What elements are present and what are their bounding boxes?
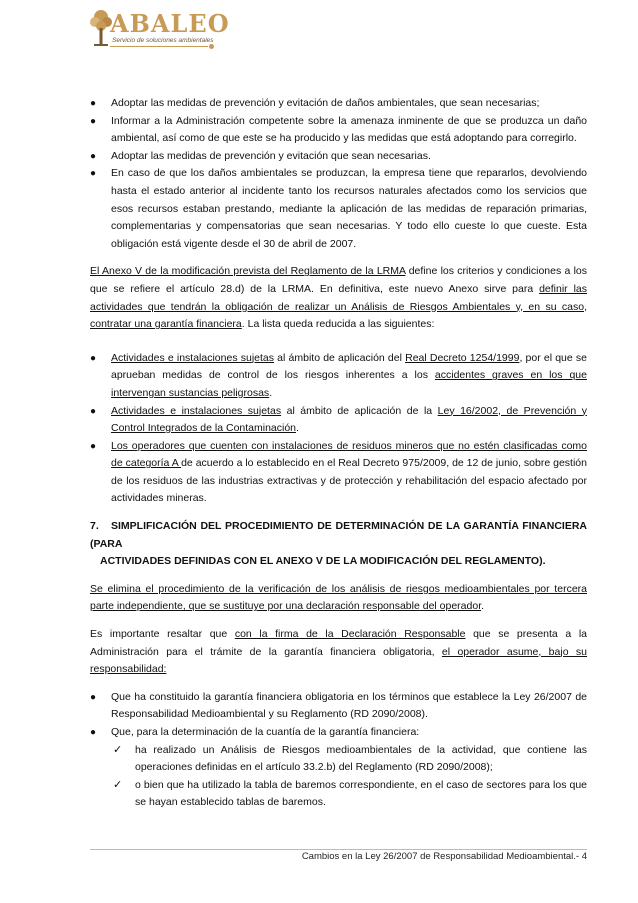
- list-item: ● En caso de que los daños ambientales se produzcan, la empresa tiene que repararlos, devolviendo hasta el estado anterior al incidente tanto los recursos naturales afectados como los servicios que esos recursos estaban prestando, mediante la aplicación de las medidas de reparación primarias, complementarias y compensatorias que sean necesarias. Y todo ello cueste lo que cueste. Esta obligación está vigente desde el 30 de abril de 2007.: [90, 167, 587, 250]
- bullet-icon: ●: [90, 168, 97, 180]
- bullet-icon: ●: [90, 691, 97, 703]
- bullet-icon: ●: [90, 352, 97, 364]
- logo-underline: [110, 46, 208, 47]
- list-item: ● Que, para la determinación de la cuantía de la garantía financiera: ✓ ha realizado un Análisis de Riesgos medioambientales de la actividad, que contiene las operaciones definidas en el artículo 33.2.b) del Reglamento (RD 2090/2008); ✓ o bien que ha utilizado la tabla de baremos correspondiente, en el caso de sectores para los que se hayan establecido tablas de baremos.: [90, 724, 587, 812]
- page-footer: Cambios en la Ley 26/2007 de Responsabilidad Medioambiental.- 4: [301, 851, 587, 862]
- list-item: ● Que ha constituido la garantía financiera obligatoria en los términos que establece la Ley 26/2007 de Responsabilidad Medioambiental y su Reglamento (RD 2090/2008).: [90, 690, 587, 721]
- logo-tagline: Servicio de soluciones ambientales: [112, 37, 214, 44]
- paragraph-anexo: El Anexo V de la modificación prevista del Reglamento de la LRMA define los criterios y condiciones a los que se refiere el artículo 28.d) de la LRMA. En definitiva, este nuevo Anexo sirve para definir las actividades que tendrán la obligación de realizar un Análisis de Riesgos Ambientales y, en su caso, contratar una garantía financiera. La lista queda reducida a las siguientes:: [90, 265, 587, 331]
- declaration-list: [90, 689, 587, 812]
- list-item: ● Actividades e instalaciones sujetas al ámbito de aplicación del Real Decreto 1254/1999, por el que se aprueban medidas de control de los riesgos inherentes a los accidentes graves en los que intervengan sustancias peligrosas.: [90, 351, 587, 399]
- list-item: ● Informar a la Administración competente sobre la amenaza inminente de que se produzca un daño ambiental, así como de que este se ha producido y las medidas que está adoptando para corregirlo.: [90, 114, 587, 145]
- checkmark-icon: ✓: [113, 778, 123, 791]
- list-item: ● Actividades e instalaciones sujetas al ámbito de aplicación de la Ley 16/2002, de Prevención y Control Integrados de la Contaminación.: [90, 404, 587, 435]
- list-item: ● Adoptar las medidas de prevención y evitación que sean necesarias.: [90, 148, 587, 166]
- bullet-icon: ●: [90, 98, 97, 109]
- paragraph-elimina: Se elimina el procedimiento de la verificación de los análisis de riesgos medioambientales por tercera parte independiente, que se sustituye por una declaración responsable del operador.: [90, 582, 587, 613]
- bullet-icon: ●: [90, 405, 97, 417]
- checkmark-icon: ✓: [113, 743, 123, 756]
- check-item: ✓ ha realizado un Análisis de Riesgos medioambientales de la actividad, que contiene las operaciones definidas en el artículo 33.2.b) del Reglamento (RD 2090/2008);: [113, 743, 587, 774]
- footer-divider: [90, 849, 587, 850]
- logo-wordmark: ABALEO: [110, 9, 230, 38]
- activities-list: [90, 350, 587, 508]
- bullet-icon: ●: [90, 440, 97, 452]
- check-item: ✓ o bien que ha utilizado la tabla de baremos correspondiente, en el caso de sectores para los que se hayan establecido tablas de baremos.: [113, 778, 587, 809]
- paragraph-importante: Es importante resaltar que con la firma de la Declaración Responsable que se presenta a la Administración para el trámite de la garantía financiera obligatoria, el operador asume, bajo su responsabilidad:: [90, 628, 588, 676]
- company-logo: [88, 8, 228, 52]
- bullet-icon: ●: [90, 115, 97, 127]
- logo-dot: [209, 44, 214, 49]
- check-list: [111, 742, 587, 812]
- main-content: [90, 95, 587, 812]
- list-item: ● Adoptar las medidas de prevención y evitación de daños ambientales, que sean necesarias;: [90, 95, 587, 113]
- obligations-list: [90, 95, 587, 253]
- list-item: ● Los operadores que cuenten con instalaciones de residuos mineros que no estén clasificadas como de categoría A de acuerdo a lo establecido en el Real Decreto 975/2009, de 12 de junio, sobre gestión de los residuos de las industrias extractivas y de protección y rehabilitación del espacio afectado por actividades mineras.: [90, 439, 587, 505]
- bullet-icon: ●: [90, 727, 97, 738]
- section-heading: 7. SIMPLIFICACIÓN DEL PROCEDIMIENTO DE DETERMINACIÓN DE LA GARANTÍA FINANCIERA (PARA ACTIVIDADES DEFINIDAS CON EL ANEXO V DE LA MODIFICACIÓN DEL REGLAMENTO).: [90, 520, 587, 568]
- bullet-icon: ●: [90, 150, 97, 162]
